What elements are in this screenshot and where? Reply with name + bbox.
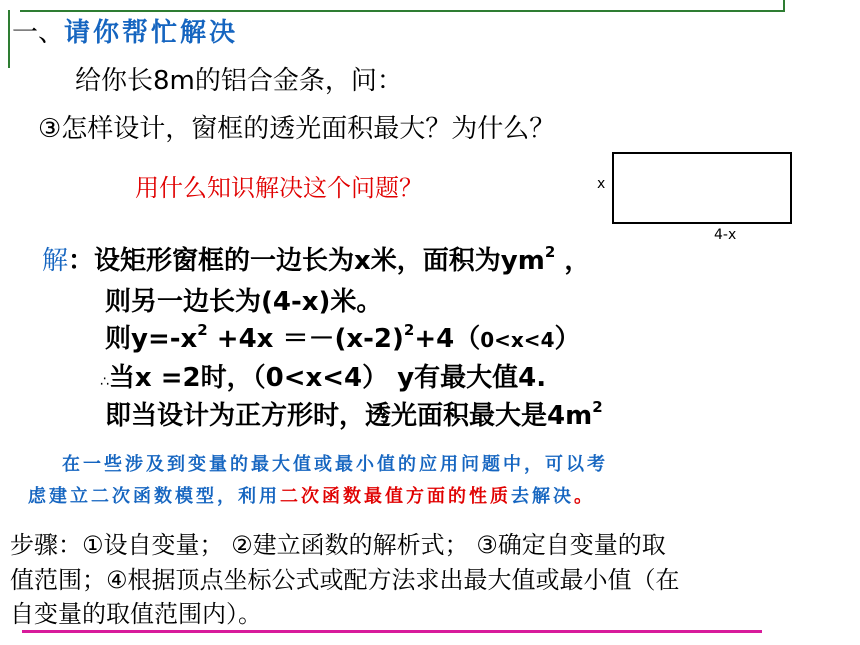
steps-line-2: 值范围；④根据顶点坐标公式或配方法求出最大值或最小值（在 [10,566,680,594]
rect-bottom-label: 4-x [714,227,737,243]
section-title [12,12,238,49]
left-rule [8,10,10,68]
note-part-c: ，利用 [217,486,280,507]
intro-text: 给你长8m的铝合金条，问： [75,66,403,96]
prompt-question: 用什么知识解决这个问题？ [135,174,423,202]
solution-line-1-text: ：设矩形窗框的一边长为x米，面积为ym [68,246,545,276]
solution-line-3-range: 0<x<4 [480,328,555,352]
solution-line-4-text: 当x =2时，（0<x<4） y有最大值4. [108,363,547,393]
note-part-f: 。 [574,486,595,507]
right-tick [783,0,785,12]
solution-line-3-post: +4（ [414,324,481,354]
rect-side-label: x [597,176,606,192]
title-text: 请你帮忙解决 [64,18,239,48]
solution-line-3-sup2: 2 [403,321,415,339]
window-rectangle-diagram [612,152,792,224]
solution-label: 解 [42,246,69,276]
note-part-d: 二次函数最值方面的性质 [280,486,511,507]
note-line-2 [28,482,595,508]
solution-line-3-pre: 则y=-x [105,324,198,354]
solution-line-3-close: ） [554,324,581,354]
solution-line-2: 则另一边长为(4-x)米。 [105,287,383,317]
title-prefix: 一、 [12,18,65,48]
solution-line-3 [105,318,581,355]
note-part-b: 建立二次函数模型 [49,486,217,507]
therefore-symbol: ∴ [100,374,109,390]
steps-line-3: 自变量的取值范围内）。 [10,600,262,628]
note-part-e: 去解决 [511,486,574,507]
solution-line-5-text: 即当设计为正方形时，透光面积最大是4m [105,401,593,431]
solution-line-1-post: ， [555,246,591,276]
solution-line-5-sup: 2 [592,398,603,416]
solution-line-3-sup1: 2 [197,321,208,339]
subquestion-text: ③怎样设计，窗框的透光面积最大？为什么？ [38,114,556,144]
note-part-a: 虑 [28,486,49,507]
solution-line-5 [105,395,603,432]
steps-line-1: 步骤：①设自变量； ②建立函数的解析式； ③确定自变量的取 [10,531,666,559]
bottom-rule [22,630,762,633]
solution-line-3-mid: +4x ＝－(x-2) [207,324,404,354]
solution-line-1-sup: 2 [544,243,556,261]
solution-line-1 [42,240,590,277]
note-line-1: 在一些涉及到变量的最大值或最小值的应用问题中，可以考 [62,454,608,475]
solution-line-4 [100,357,546,394]
